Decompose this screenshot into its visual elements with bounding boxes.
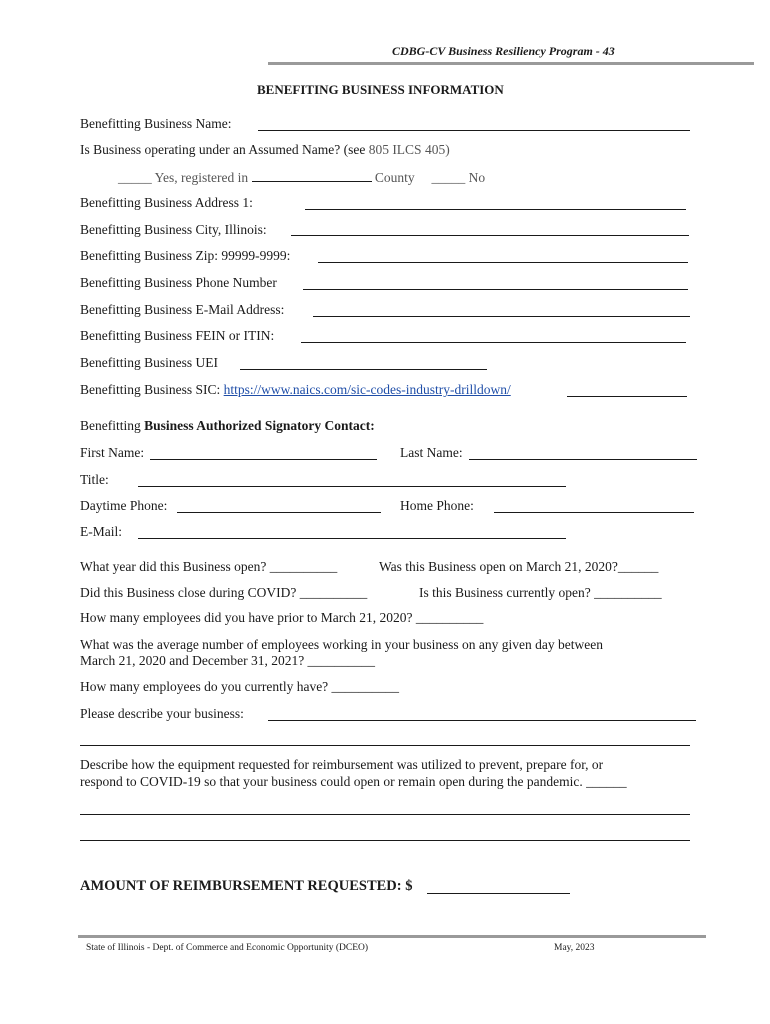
- county-label: County: [374, 170, 415, 185]
- fein-field[interactable]: [301, 342, 686, 343]
- yes-registered-label: Yes, registered in: [154, 170, 249, 185]
- yes-blank[interactable]: _____: [118, 170, 152, 185]
- statute-reference: 805 ILCS 405): [368, 142, 450, 157]
- describe-business-field-2[interactable]: [80, 745, 690, 746]
- zip-field[interactable]: [318, 262, 688, 263]
- equipment-answer-line-2[interactable]: [80, 840, 690, 841]
- no-label: No: [468, 170, 486, 185]
- employees-now-question: How many employees do you currently have? __________: [80, 679, 400, 694]
- last-name-label: Last Name:: [400, 445, 463, 460]
- reimbursement-amount-label: AMOUNT OF REIMBURSEMENT REQUESTED: $: [80, 878, 413, 894]
- footer-agency: State of Illinois - Dept. of Commerce and Economic Opportunity (DCEO): [86, 943, 369, 953]
- signatory-email-field[interactable]: [138, 538, 566, 539]
- footer-date: May, 2023: [554, 943, 595, 953]
- business-name-label: Benefitting Business Name:: [80, 116, 232, 131]
- city-field[interactable]: [291, 235, 689, 236]
- avg-employees-question-line1: What was the average number of employees working in your business on any given day between: [80, 637, 603, 652]
- avg-employees-question-line2: March 21, 2020 and December 31, 2021? __________: [80, 653, 376, 668]
- title-label: Title:: [80, 472, 109, 487]
- equipment-question-line1: Describe how the equipment requested for reimbursement was utilized to prevent, prepare for, or: [80, 757, 604, 772]
- open-march-question: Was this Business open on March 21, 2020?______: [379, 559, 659, 574]
- equipment-question-line2: respond to COVID-19 so that your business could open or remain open during the pandemic. ______: [80, 774, 627, 789]
- header-rule: [268, 62, 754, 65]
- assumed-name-question: [80, 142, 450, 158]
- phone-label: Benefitting Business Phone Number: [80, 275, 277, 290]
- sic-field[interactable]: [567, 396, 687, 397]
- email-label: Benefitting Business E-Mail Address:: [80, 302, 285, 317]
- zip-label: Benefitting Business Zip: 99999-9999:: [80, 248, 291, 263]
- county-field[interactable]: [252, 169, 372, 182]
- daytime-phone-field[interactable]: [177, 512, 381, 513]
- business-name-field[interactable]: [258, 130, 690, 131]
- uei-label: Benefitting Business UEI: [80, 355, 218, 370]
- title-field[interactable]: [138, 486, 566, 487]
- currently-open-question: Is this Business currently open? __________: [419, 585, 662, 600]
- first-name-field[interactable]: [150, 459, 377, 460]
- email-field[interactable]: [313, 316, 690, 317]
- signatory-heading: [80, 418, 375, 434]
- footer-rule: [78, 935, 706, 938]
- home-phone-field[interactable]: [494, 512, 694, 513]
- page-header-title: CDBG-CV Business Resiliency Program - 43: [392, 44, 615, 58]
- reimbursement-amount-field[interactable]: [427, 893, 570, 894]
- section-title: BENEFITING BUSINESS INFORMATION: [257, 82, 504, 97]
- last-name-field[interactable]: [469, 459, 697, 460]
- sic-label: Benefitting Business SIC:: [80, 382, 221, 397]
- assumed-name-question-text: Is Business operating under an Assumed Name? (see: [80, 142, 369, 157]
- phone-field[interactable]: [303, 289, 688, 290]
- signatory-email-label: E-Mail:: [80, 524, 122, 539]
- sic-link[interactable]: https://www.naics.com/sic-codes-industry-drilldown/: [223, 382, 511, 397]
- sic-row: [80, 382, 511, 398]
- first-name-label: First Name:: [80, 445, 145, 460]
- city-label: Benefitting Business City, Illinois:: [80, 222, 267, 237]
- uei-field[interactable]: [240, 369, 487, 370]
- year-open-question: What year did this Business open? __________: [80, 559, 338, 574]
- fein-label: Benefitting Business FEIN or ITIN:: [80, 328, 275, 343]
- assumed-name-options: [118, 169, 485, 186]
- no-blank[interactable]: _____: [431, 170, 466, 185]
- describe-business-field[interactable]: [268, 720, 696, 721]
- signatory-bold: Business Authorized Signatory Contact:: [144, 418, 375, 433]
- equipment-answer-line-1[interactable]: [80, 814, 690, 815]
- close-covid-question: Did this Business close during COVID? __________: [80, 585, 368, 600]
- address1-label: Benefitting Business Address 1:: [80, 195, 253, 210]
- address1-field[interactable]: [305, 209, 686, 210]
- describe-business-label: Please describe your business:: [80, 706, 244, 721]
- employees-prior-question: How many employees did you have prior to March 21, 2020? __________: [80, 610, 484, 625]
- home-phone-label: Home Phone:: [400, 498, 474, 513]
- daytime-phone-label: Daytime Phone:: [80, 498, 168, 513]
- signatory-prefix: Benefitting: [80, 418, 145, 433]
